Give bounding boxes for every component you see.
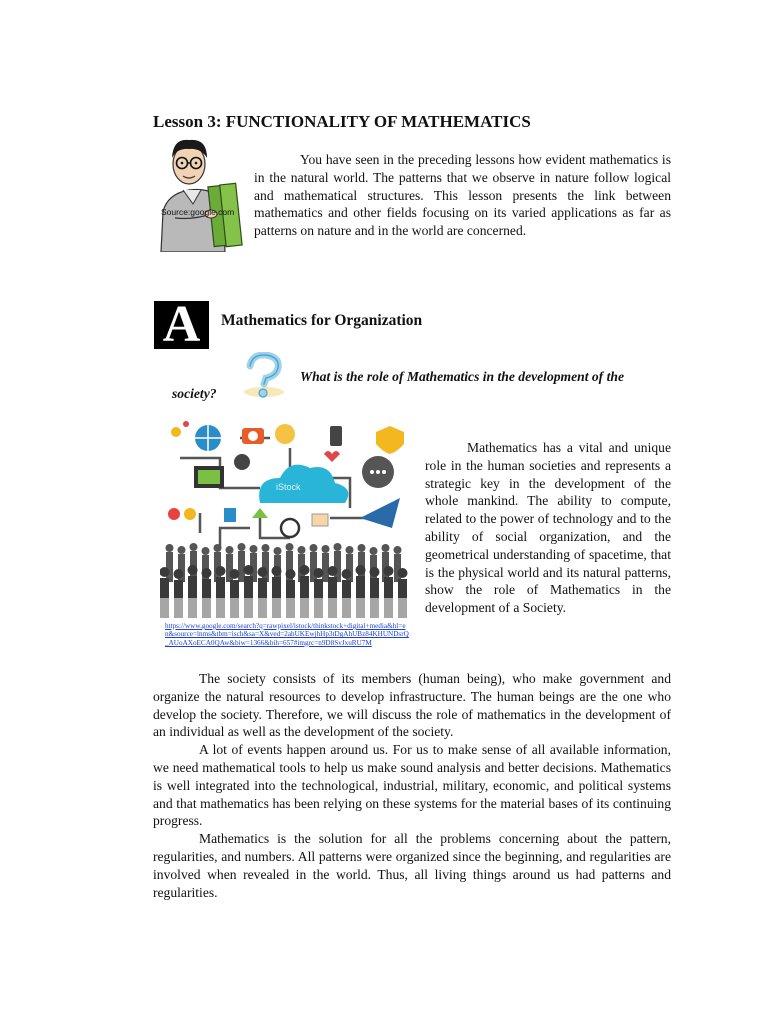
question-line-1: What is the role of Mathematics in the development of the [300,369,624,384]
section-letter: A [162,296,201,353]
lesson-title: Lesson 3: FUNCTIONALITY OF MATHEMATICS [153,112,531,131]
intro-paragraph: You have seen in the preceding lessons how evident mathematics is in the natural world. The patterns that we observe in nature follow logical and mathematical structures. This lesson presents the link between mathematics and other fields focusing on its varied applications as far as patterns on nature and in the world are concerned. [254,152,671,239]
image-source-caption: Source:google.com [161,207,235,217]
body-paragraph-2: A lot of events happen around us. For us to make sense of all available information, we need mathematical tools to help us make sound analysis and better decisions. Mathematics is well integrated into the technological, industrial, military, economic, and political systems and that mathematics has been relying on these systems for the material bases of its continuing progress. [153,742,671,829]
body-paragraph-3: Mathematics is the solution for all the problems concerning about the pattern, regularities, and numbers. All patterns were organized since the beginning, and regularities are involved when revealed in the world. Thus, all living things around us had patterns and regularities. [153,831,671,900]
body-paragraph-1: The society consists of its members (human being), who make government and organize the natural resources to develop infrastructure. The human beings are the one who develop the society. Therefore, we will discuss the role of mathematics in the development of an individual as well as the development of the society. [153,671,671,740]
image-source-link[interactable]: https://www.google.com/search?q=rawpixel/istock/thinkstock+digital+media&hl=en&source=lnms&tbm=isch&sa=X&ved=2ahUKEwjhHp3tDgAhUBz84KHUNDsrQ_AUoAXoECA0QAw&biw=1366&bih=657#imgrc=n9D8SvJxuRU7M [165,622,409,647]
section-title: Mathematics for Organization [221,312,423,329]
section-letter-badge [154,296,209,353]
question-mark-icon [236,352,290,400]
collage-watermark: iStock [276,482,301,492]
society-role-paragraph: Mathematics has a vital and unique role in the human societies and represents a strategic key in the development of the whole mankind. The ability to compute, related to the power of technology and to the ability of social organization, and the geometrical understanding of spacetime, that is the physical world and its natural patterns, show the role of Mathematics in the development of a Society. [425,440,671,616]
question-line-2: society? [172,386,217,401]
social-technology-collage-image [160,418,414,618]
body-text [153,670,671,901]
cartoon-man-reading-image [153,134,247,252]
